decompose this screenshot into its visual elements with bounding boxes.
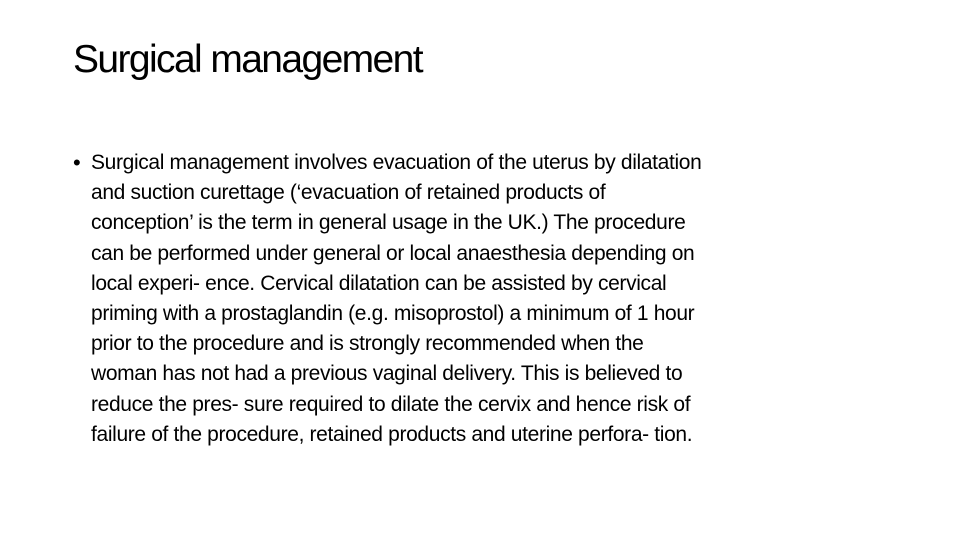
- bullet-line: failure of the procedure, retained products and uterine perfora- tion.: [91, 422, 693, 446]
- slide-title: Surgical management: [73, 38, 422, 81]
- bullet-text: [91, 148, 913, 450]
- bullet-line: Surgical management involves evacuation of the uterus by dilatation: [91, 151, 702, 174]
- bullet-line: local experi- ence. Cervical dilatation can be assisted by cervical: [91, 271, 667, 295]
- bullet-line: reduce the pres- sure required to dilate the cervix and hence risk of: [91, 392, 691, 416]
- bullet-line: woman has not had a previous vaginal delivery. This is believed to: [91, 362, 683, 386]
- bullet-line: and suction curettage (‘evacuation of retained products of: [91, 181, 606, 205]
- bullet-line: conception’ is the term in general usage in the UK.) The procedure: [91, 211, 686, 235]
- bullet-list: [73, 148, 913, 450]
- bullet-line: prior to the procedure and is strongly recommended when the: [91, 332, 644, 356]
- bullet-line: can be performed under general or local anaesthesia depending on: [91, 241, 695, 265]
- bullet-dot-icon: •: [73, 150, 81, 175]
- bullet-line: priming with a prostaglandin (e.g. misoprostol) a minimum of 1 hour: [91, 302, 695, 326]
- bullet-item: [73, 148, 913, 450]
